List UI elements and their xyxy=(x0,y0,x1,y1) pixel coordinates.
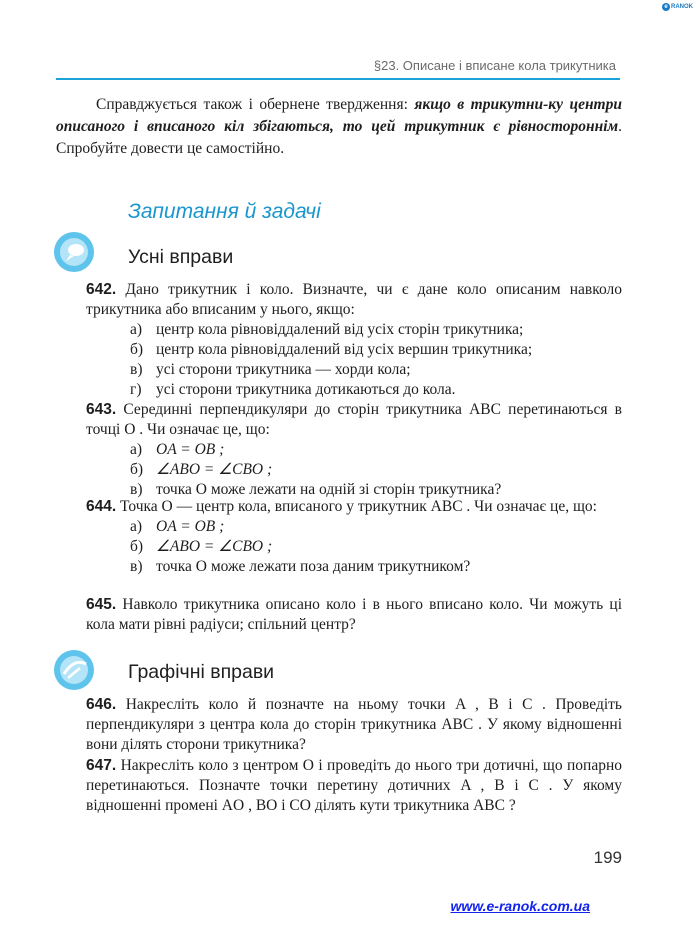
page-number: 199 xyxy=(593,848,622,867)
publisher-logo xyxy=(662,2,694,12)
graphic-exercises-title: Графічні вправи xyxy=(128,661,275,683)
drawing-compass-icon xyxy=(52,648,96,692)
section-title: Запитання й задачі xyxy=(128,200,321,223)
option-item: г) усі сторони трикутника дотикаються до кола. xyxy=(130,381,456,398)
task-647 xyxy=(86,756,622,816)
task-642 xyxy=(86,280,622,400)
task-643 xyxy=(86,400,622,500)
intro-paragraph xyxy=(56,94,622,160)
task-text: Накресліть коло з центром O і проведіть до нього три дотичні, що попарно перетинаються. Позначте точки перетину дотичних A , B і C . У якому відношенні промені AO , BO і CO ділять кути трикутника ABC ? xyxy=(86,757,623,814)
task-number: 645. xyxy=(86,596,117,613)
option-item: б) ∠ABO = ∠CBO ; xyxy=(130,461,273,478)
speech-bubble-icon xyxy=(52,230,96,274)
task-645 xyxy=(86,595,622,635)
intro-emphasis: якщо в трикутни-ку центри описаного і вписаного кіл збігаються, то цей трикутник є рівностороннім xyxy=(56,96,622,135)
option-item: а) центр кола рівновіддалений від усіх сторін трикутника; xyxy=(130,321,524,338)
publisher-website-link[interactable]: www.e-ranok.com.ua xyxy=(450,898,590,914)
task-text: Навколо трикутника описано коло і в нього вписано коло. Чи можуть ці кола мати рівні радіуси; спільний центр? xyxy=(86,596,623,633)
intro-lead: Справджується також і обернене твердження: xyxy=(96,96,415,113)
option-item: б) центр кола рівновіддалений від усіх вершин трикутника; xyxy=(130,341,533,358)
task-number: 646. xyxy=(86,696,117,713)
option-item: а) OA = OB ; xyxy=(130,441,225,458)
task-646 xyxy=(86,695,622,755)
option-item: б) ∠ABO = ∠CBO ; xyxy=(130,538,273,555)
task-number: 644. xyxy=(86,498,117,515)
task-644 xyxy=(86,497,622,577)
intro-tail: . Спробуйте довести це самостійно. xyxy=(56,118,622,157)
task-number: 643. xyxy=(86,401,117,418)
task-number: 647. xyxy=(86,757,117,774)
oral-exercises-title: Усні вправи xyxy=(128,246,234,268)
section-header-text: §23. Описане і вписане кола трикутника xyxy=(373,58,616,73)
running-header xyxy=(56,54,620,80)
task-text: Точка O — центр кола, вписаного у трикутник ABC . Чи означає це, що: xyxy=(120,498,597,515)
option-item: в) точка O може лежати на одній зі сторін трикутника? xyxy=(130,481,502,498)
option-item: в) усі сторони трикутника — хорди кола; xyxy=(130,361,411,378)
task-text: Серединні перпендикуляри до сторін трикутника ABC перетинаються в точці O . Чи означає це, що: xyxy=(86,401,622,438)
task-number: 642. xyxy=(86,281,117,298)
logo-text: RANOK xyxy=(671,4,693,10)
option-item: а) OA = OB ; xyxy=(130,518,225,535)
task-text: Дано трикутник і коло. Визначте, чи є дане коло описаним навколо трикутника або вписаним у нього, якщо: xyxy=(86,281,622,318)
option-item: в) точка O може лежати поза даним трикутником? xyxy=(130,558,471,575)
task-text: Накресліть коло й позначте на ньому точки A , B і C . Проведіть перпендикуляри з центра кола до сторін трикутника ABC . У якому відношенні вони ділять сторони трикутника? xyxy=(86,696,622,753)
logo-e-icon: e xyxy=(662,3,670,11)
